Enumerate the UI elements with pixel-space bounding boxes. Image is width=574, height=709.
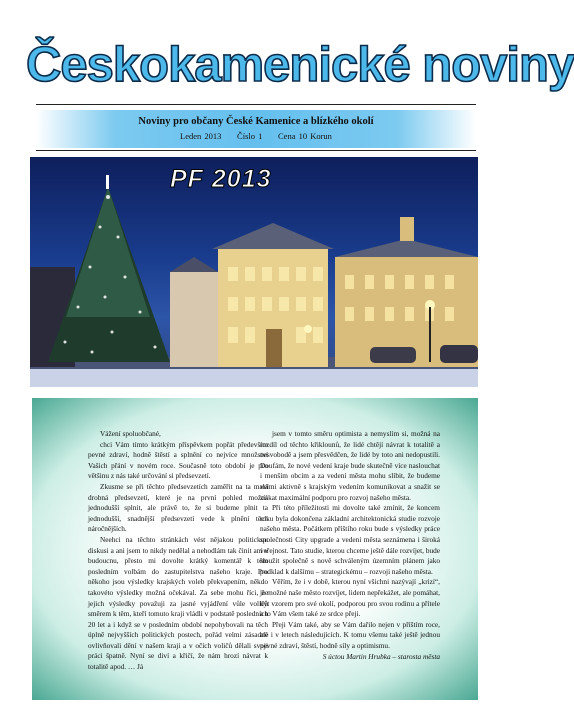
newspaper-title: Českokamenické noviny: [26, 38, 574, 92]
masthead-band: [36, 110, 476, 148]
article-column-left: [88, 429, 268, 673]
article-paragraph: Věřím, že i v době, kterou nyní všichni nazývají „krizí“, je možné naše město rozvíjet, lidem nepřekážet, ale pomáhat, být vzorem pro své okolí, podporou pro svou rodinu a přítele a to Vám všem také ze srdce přeji.: [260, 577, 440, 619]
article-paragraph: chci Vám tímto krátkým příspěvkem popřát především pevné zdraví, hodně štěstí a splnění co nejvíce množství Vašich přání v novém roce. Současně toto období je pro většinu z nás také určování si předsevzetí.: [88, 439, 268, 481]
article-paragraph: Při této příležitosti mi dovolte také zmínit, že koncem roku byla dokončena základní architektonická studie rozvoje našeho města. Počátkem příštího roku bude s výsledky práce společnosti City upgrade a vedení města seznámena i široká veřejnost. Tato studie, kterou chceme ještě dále rozvíjet, bude sloužit společně s nově schváleným územním plánem jako podklad k dalšímu – strategickému – rozvoji našeho města.: [260, 503, 440, 576]
article-paragraph: jsem v tomto směru optimista a nemyslím si, možná na rozdíl od těchto křiklounů, že lidé chtějí návrat k totalitě a nesvobodě a jsem přesvědčen, že lidé by toto ani nedopustili. Doufám, že nové vedení kraje bude skutečně více naslouchat i menším obcím a za vedení města mohu slíbit, že budeme velmi aktivně s krajským vedením komunikovat a snažit se získat maximální podporu pro rozvoj našeho města.: [260, 429, 440, 502]
pf-greeting-title: PF 2013: [170, 165, 272, 193]
newspaper-subtitle: Noviny pro občany České Kamenice a blízkého okolí: [138, 116, 374, 127]
article-paragraph: Vážení spoluobčané,: [100, 429, 161, 438]
issue-number: Číslo 1: [237, 131, 263, 141]
article-paragraph: Zkusme se při těchto předsevzetích zaměřit na ta malá drobná předsevzetí, které je na první pohled možná jednodušší splnit, ale právě to, že si budeme plnit ta jednodušší, snadnější předsevzetí vede k plnění těch náročnějších.: [88, 481, 268, 534]
masthead-rule-bottom: [36, 150, 476, 151]
article-signature: S úctou Martin Hrubka – starosta města: [322, 652, 440, 662]
issue-info: [36, 131, 476, 141]
article-paragraph: Přeji Vám také, aby se Vám dařilo nejen v příštím roce, ale i v letech následujících. K tomu všemu také ještě jednou pevné zdraví, štěstí, hodně síly a optimismu.: [260, 619, 440, 650]
issue-date: Leden 2013: [180, 131, 222, 141]
article-box: [32, 398, 478, 700]
article-column-right: [260, 429, 440, 663]
cover-photo-town-square: [30, 157, 478, 387]
issue-price: Cena 10 Korun: [278, 131, 332, 141]
masthead: [26, 30, 574, 110]
article-paragraph: Neehci na těchto stránkách vést nějakou politickou diskusi a ani jsem to nikdy nedělal a nehodlám tak činit ani v budoucnu, přesto mi dovolte krátký komentář k těm posledním volbám do zastupitelstva našeho kraje. Pro někoho jsou výsledky krajských voleb překvapením, někdo takovéto výsledky možná očekával. Za sebe mohu říci, že jejich výsledky považuji za jasné vyjádření vůle voličů směrem k těm, kteří tomuto kraji vládli v podstatě posledních 20 let a i když se v posledním období nepohybovali na těch úplně nejvyšších politických postech, pořád velmi zásadně ovlivňovali dění v našem kraji a v očích voličů dělali svoji práci špatně. Nyní se diví a křičí, že nám hrozí návrat k totalitě apod. … Já: [88, 534, 268, 672]
masthead-rule-top: [36, 104, 476, 105]
